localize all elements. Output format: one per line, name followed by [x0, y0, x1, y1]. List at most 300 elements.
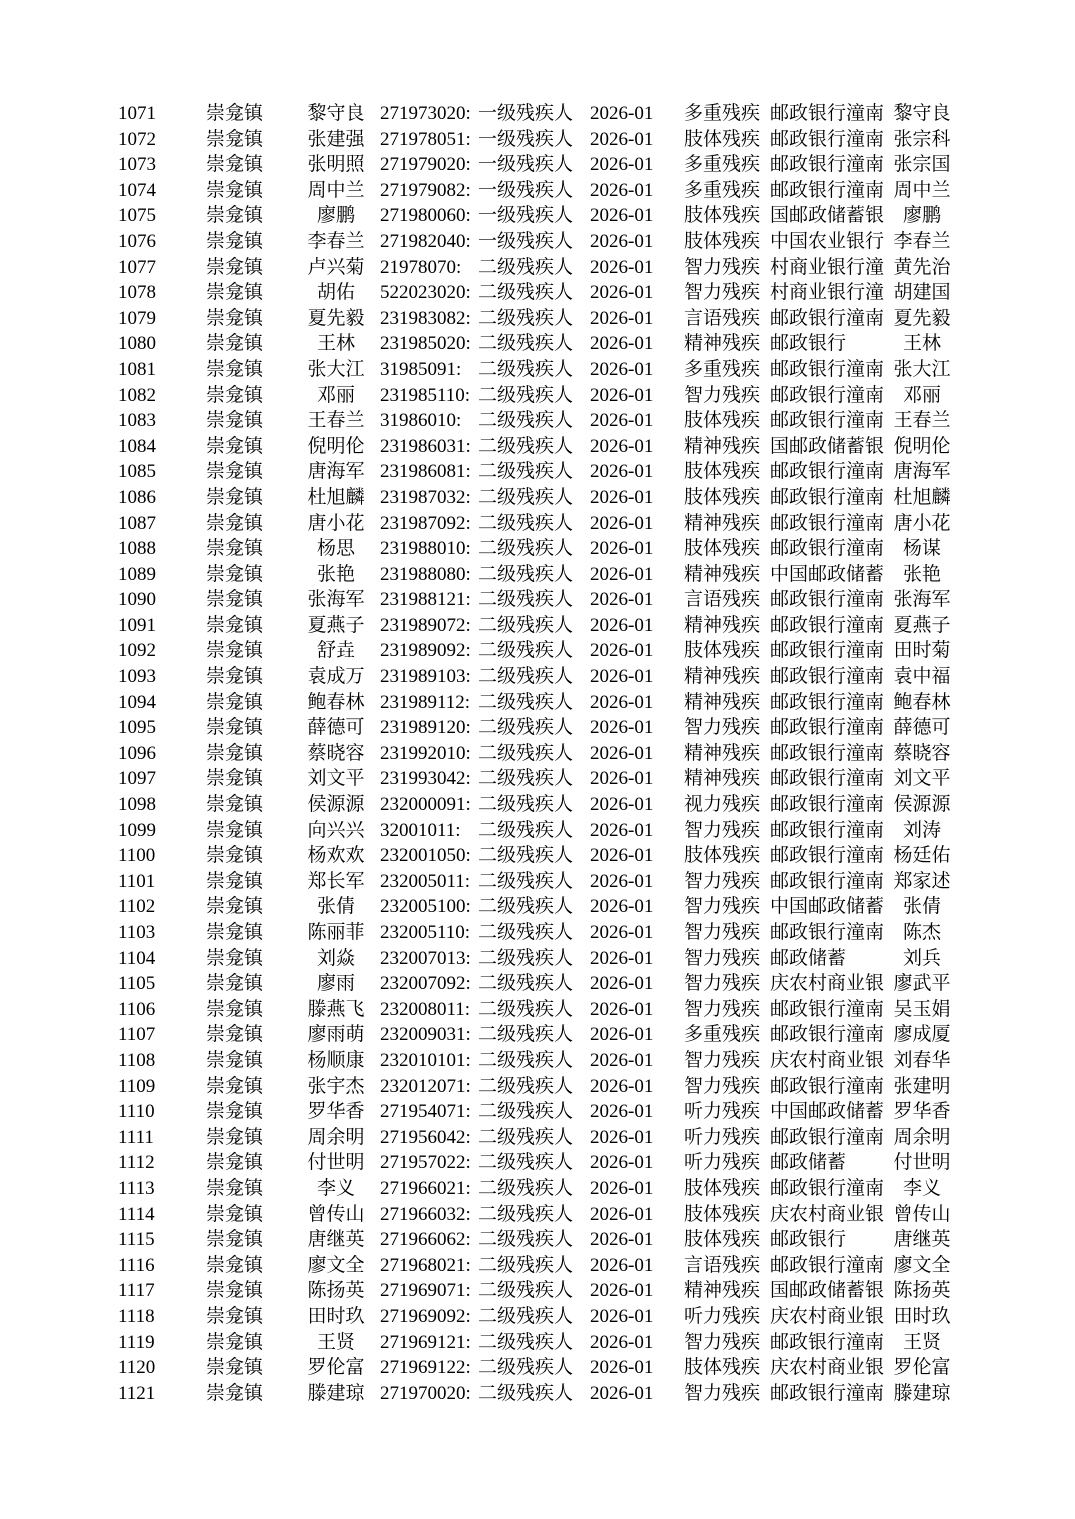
row-number: 1088 [118, 538, 156, 560]
name-cell: 李春兰 [307, 230, 365, 252]
row-number: 1108 [118, 1049, 156, 1071]
id-number-cell: 271966021: [380, 1177, 471, 1199]
row-number: 1093 [118, 666, 156, 688]
id-number-cell: 232005100: [380, 896, 471, 918]
period-cell: 2026-01 [590, 768, 654, 790]
id-number-cell: 32001011: [380, 819, 461, 841]
period-cell: 2026-01 [590, 563, 654, 585]
town-cell: 崇龛镇 [206, 307, 264, 329]
payee-cell: 夏先毅 [893, 307, 951, 329]
disability-type-cell: 智力残疾 [684, 1075, 761, 1097]
payee-cell: 蔡晓容 [893, 742, 951, 764]
period-cell: 2026-01 [590, 333, 654, 355]
town-cell: 崇龛镇 [206, 870, 264, 892]
table-row [0, 178, 1075, 204]
payee-cell: 曾传山 [893, 1203, 951, 1225]
table-row [0, 1202, 1075, 1228]
disability-type-cell: 智力残疾 [684, 870, 761, 892]
disability-grade-cell: 二级残疾人 [478, 973, 574, 995]
payee-cell: 李义 [902, 1177, 941, 1199]
row-number: 1099 [118, 819, 156, 841]
bank-cell: 国邮政储蓄银 [770, 1280, 885, 1302]
table-row [0, 843, 1075, 869]
name-cell: 鲍春林 [307, 691, 365, 713]
name-cell: 郑长军 [307, 870, 365, 892]
table-row [0, 1304, 1075, 1330]
row-number: 1101 [118, 870, 156, 892]
row-number: 1089 [118, 563, 156, 585]
table-row [0, 1074, 1075, 1100]
bank-cell: 国邮政储蓄银 [770, 205, 885, 227]
disability-grade-cell: 二级残疾人 [478, 666, 574, 688]
table-row [0, 1278, 1075, 1304]
bank-cell: 村商业银行潼 [770, 282, 885, 304]
period-cell: 2026-01 [590, 1331, 654, 1353]
row-number: 1075 [118, 205, 156, 227]
town-cell: 崇龛镇 [206, 538, 264, 560]
disability-type-cell: 精神残疾 [684, 742, 761, 764]
table-row [0, 664, 1075, 690]
town-cell: 崇龛镇 [206, 794, 264, 816]
id-number-cell: 231988121: [380, 589, 471, 611]
bank-cell: 中国邮政储蓄 [770, 896, 885, 918]
bank-cell: 邮政银行潼南 [770, 461, 885, 483]
bank-cell: 邮政银行潼南 [770, 1254, 885, 1276]
name-cell: 向兴兴 [307, 819, 365, 841]
id-number-cell: 231992010: [380, 742, 471, 764]
payee-cell: 罗华香 [893, 1101, 951, 1123]
bank-cell: 庆农村商业银 [770, 1357, 885, 1379]
id-number-cell: 231985020: [380, 333, 471, 355]
table-row [0, 587, 1075, 613]
period-cell: 2026-01 [590, 614, 654, 636]
table-row [0, 383, 1075, 409]
bank-cell: 邮政银行潼南 [770, 486, 885, 508]
table-row [0, 818, 1075, 844]
payee-cell: 唐小花 [893, 512, 951, 534]
period-cell: 2026-01 [590, 461, 654, 483]
disability-grade-cell: 二级残疾人 [478, 1305, 574, 1327]
table-row [0, 715, 1075, 741]
disability-grade-cell: 二级残疾人 [478, 410, 574, 432]
town-cell: 崇龛镇 [206, 1280, 264, 1302]
table-row [0, 331, 1075, 357]
disability-type-cell: 肢体残疾 [684, 230, 761, 252]
name-cell: 刘焱 [316, 947, 355, 969]
name-cell: 刘文平 [307, 768, 365, 790]
id-number-cell: 271966062: [380, 1229, 471, 1251]
town-cell: 崇龛镇 [206, 691, 264, 713]
disability-type-cell: 肢体残疾 [684, 128, 761, 150]
disability-grade-cell: 二级残疾人 [478, 1254, 574, 1276]
name-cell: 廖雨 [316, 973, 355, 995]
bank-cell: 邮政储蓄 [770, 1152, 847, 1174]
name-cell: 王贤 [316, 1331, 355, 1353]
name-cell: 杨顺康 [307, 1049, 365, 1071]
town-cell: 崇龛镇 [206, 1331, 264, 1353]
period-cell: 2026-01 [590, 103, 654, 124]
period-cell: 2026-01 [590, 640, 654, 662]
id-number-cell: 31986010: [380, 410, 462, 432]
row-number: 1102 [118, 896, 156, 918]
id-number-cell: 231988080: [380, 563, 471, 585]
row-number: 1071 [118, 103, 156, 124]
payee-cell: 黎守良 [893, 103, 951, 124]
disability-grade-cell: 一级残疾人 [478, 205, 574, 227]
disability-grade-cell: 二级残疾人 [478, 1229, 574, 1251]
period-cell: 2026-01 [590, 717, 654, 739]
disability-grade-cell: 一级残疾人 [478, 179, 574, 201]
period-cell: 2026-01 [590, 1254, 654, 1276]
bank-cell: 中国农业银行 [770, 230, 885, 252]
bank-cell: 邮政银行潼南 [770, 358, 885, 380]
town-cell: 崇龛镇 [206, 1049, 264, 1071]
disability-grade-cell: 二级残疾人 [478, 307, 574, 329]
table-row [0, 357, 1075, 383]
table-row [0, 562, 1075, 588]
bank-cell: 庆农村商业银 [770, 973, 885, 995]
id-number-cell: 271979020: [380, 154, 471, 176]
town-cell: 崇龛镇 [206, 845, 264, 867]
disability-type-cell: 肢体残疾 [684, 1177, 761, 1199]
disability-type-cell: 精神残疾 [684, 333, 761, 355]
row-number: 1083 [118, 410, 156, 432]
disability-type-cell: 肢体残疾 [684, 1357, 761, 1379]
table-row [0, 1022, 1075, 1048]
id-number-cell: 231989072: [380, 614, 471, 636]
id-number-cell: 21978070: [380, 256, 462, 278]
disability-grade-cell: 二级残疾人 [478, 1152, 574, 1174]
payee-cell: 邓丽 [902, 384, 941, 406]
payee-cell: 黄先治 [893, 256, 951, 278]
town-cell: 崇龛镇 [206, 563, 264, 585]
row-number: 1118 [118, 1305, 155, 1327]
name-cell: 黎守良 [307, 103, 365, 124]
period-cell: 2026-01 [590, 384, 654, 406]
disability-type-cell: 肢体残疾 [684, 1203, 761, 1225]
table-row [0, 152, 1075, 178]
id-number-cell: 271969121: [380, 1331, 471, 1353]
bank-cell: 邮政银行潼南 [770, 1382, 885, 1404]
payee-cell: 廖武平 [893, 973, 951, 995]
disability-grade-cell: 二级残疾人 [478, 1101, 574, 1123]
name-cell: 周中兰 [307, 179, 365, 201]
payee-cell: 张海军 [893, 589, 951, 611]
name-cell: 李义 [316, 1177, 355, 1199]
bank-cell: 庆农村商业银 [770, 1049, 885, 1071]
disability-type-cell: 智力残疾 [684, 1049, 761, 1071]
table-row [0, 1227, 1075, 1253]
bank-cell: 邮政银行潼南 [770, 103, 885, 124]
id-number-cell: 271954071: [380, 1101, 471, 1123]
period-cell: 2026-01 [590, 1357, 654, 1379]
row-number: 1084 [118, 435, 156, 457]
bank-cell: 邮政银行 [770, 1229, 847, 1251]
bank-cell: 邮政银行潼南 [770, 870, 885, 892]
row-number: 1116 [118, 1254, 155, 1276]
disability-grade-cell: 二级残疾人 [478, 947, 574, 969]
disability-type-cell: 智力残疾 [684, 922, 761, 943]
town-cell: 崇龛镇 [206, 384, 264, 406]
name-cell: 张艳 [316, 563, 355, 585]
disability-type-cell: 肢体残疾 [684, 845, 761, 867]
bank-cell: 邮政银行潼南 [770, 742, 885, 764]
row-number: 1105 [118, 973, 156, 995]
id-number-cell: 232000091: [380, 794, 471, 816]
period-cell: 2026-01 [590, 691, 654, 713]
payee-cell: 鲍春林 [893, 691, 951, 713]
name-cell: 侯源源 [307, 794, 365, 816]
row-number: 1112 [118, 1152, 155, 1174]
row-number: 1094 [118, 691, 156, 713]
payee-cell: 田时玖 [893, 1305, 951, 1327]
disability-grade-cell: 二级残疾人 [478, 282, 574, 304]
payee-cell: 刘春华 [893, 1049, 951, 1071]
disability-type-cell: 肢体残疾 [684, 486, 761, 508]
bank-cell: 邮政银行潼南 [770, 768, 885, 790]
period-cell: 2026-01 [590, 256, 654, 278]
id-number-cell: 231987032: [380, 486, 471, 508]
payee-cell: 张建明 [893, 1075, 951, 1097]
town-cell: 崇龛镇 [206, 1229, 264, 1251]
id-number-cell: 231993042: [380, 768, 471, 790]
id-number-cell: 231989092: [380, 640, 471, 662]
row-number: 1078 [118, 282, 156, 304]
town-cell: 崇龛镇 [206, 1152, 264, 1174]
town-cell: 崇龛镇 [206, 154, 264, 176]
disability-type-cell: 精神残疾 [684, 1280, 761, 1302]
row-number: 1080 [118, 333, 156, 355]
town-cell: 崇龛镇 [206, 666, 264, 688]
period-cell: 2026-01 [590, 896, 654, 918]
payee-cell: 王林 [902, 333, 941, 355]
row-number: 1091 [118, 614, 156, 636]
table-row [0, 1381, 1075, 1407]
name-cell: 张倩 [316, 896, 355, 918]
name-cell: 王春兰 [307, 410, 365, 432]
disability-grade-cell: 二级残疾人 [478, 691, 574, 713]
payee-cell: 张大江 [893, 358, 951, 380]
name-cell: 夏燕子 [307, 614, 365, 636]
disability-type-cell: 多重残疾 [684, 1024, 761, 1046]
bank-cell: 邮政银行潼南 [770, 922, 885, 943]
id-number-cell: 232009031: [380, 1024, 471, 1046]
disability-type-cell: 言语残疾 [684, 307, 761, 329]
disability-grade-cell: 二级残疾人 [478, 512, 574, 534]
disability-grade-cell: 二级残疾人 [478, 794, 574, 816]
payee-cell: 杨廷佑 [893, 845, 951, 867]
row-number: 1074 [118, 179, 156, 201]
period-cell: 2026-01 [590, 179, 654, 201]
bank-cell: 邮政银行潼南 [770, 819, 885, 841]
disability-grade-cell: 一级残疾人 [478, 103, 574, 124]
payee-cell: 唐继英 [893, 1229, 951, 1251]
town-cell: 崇龛镇 [206, 717, 264, 739]
name-cell: 田时玖 [307, 1305, 365, 1327]
disability-grade-cell: 二级残疾人 [478, 717, 574, 739]
row-number: 1106 [118, 998, 156, 1020]
period-cell: 2026-01 [590, 128, 654, 150]
table-row [0, 1355, 1075, 1381]
bank-cell: 邮政银行潼南 [770, 666, 885, 688]
disability-type-cell: 精神残疾 [684, 512, 761, 534]
disability-grade-cell: 二级残疾人 [478, 1177, 574, 1199]
disability-type-cell: 多重残疾 [684, 154, 761, 176]
town-cell: 崇龛镇 [206, 1177, 264, 1199]
table-row [0, 280, 1075, 306]
id-number-cell: 232007092: [380, 973, 471, 995]
period-cell: 2026-01 [590, 1203, 654, 1225]
period-cell: 2026-01 [590, 973, 654, 995]
row-number: 1077 [118, 256, 156, 278]
period-cell: 2026-01 [590, 794, 654, 816]
bank-cell: 中国邮政储蓄 [770, 563, 885, 585]
bank-cell: 邮政银行潼南 [770, 1177, 885, 1199]
period-cell: 2026-01 [590, 410, 654, 432]
id-number-cell: 271979082: [380, 179, 471, 201]
disability-type-cell: 肢体残疾 [684, 1229, 761, 1251]
id-number-cell: 231983082: [380, 307, 471, 329]
town-cell: 崇龛镇 [206, 358, 264, 380]
town-cell: 崇龛镇 [206, 1203, 264, 1225]
name-cell: 杜旭麟 [307, 486, 365, 508]
disability-type-cell: 多重残疾 [684, 179, 761, 201]
table-row [0, 255, 1075, 281]
town-cell: 崇龛镇 [206, 973, 264, 995]
disability-grade-cell: 一级残疾人 [478, 230, 574, 252]
bank-cell: 邮政银行潼南 [770, 307, 885, 329]
disability-grade-cell: 二级残疾人 [478, 1024, 574, 1046]
disability-grade-cell: 二级残疾人 [478, 384, 574, 406]
payee-cell: 唐海军 [893, 461, 951, 483]
bank-cell: 邮政银行潼南 [770, 410, 885, 432]
name-cell: 唐小花 [307, 512, 365, 534]
disability-grade-cell: 二级残疾人 [478, 358, 574, 380]
disability-type-cell: 视力残疾 [684, 794, 761, 816]
table-row [0, 766, 1075, 792]
id-number-cell: 271969071: [380, 1280, 471, 1302]
row-number: 1079 [118, 307, 156, 329]
disability-grade-cell: 二级残疾人 [478, 256, 574, 278]
disability-type-cell: 智力残疾 [684, 384, 761, 406]
payee-cell: 刘兵 [902, 947, 941, 969]
payee-cell: 胡建国 [893, 282, 951, 304]
name-cell: 邓丽 [316, 384, 355, 406]
period-cell: 2026-01 [590, 1382, 654, 1404]
id-number-cell: 271978051: [380, 128, 471, 150]
period-cell: 2026-01 [590, 947, 654, 969]
id-number-cell: 232005110: [380, 922, 471, 943]
period-cell: 2026-01 [590, 1177, 654, 1199]
bank-cell: 邮政银行潼南 [770, 384, 885, 406]
town-cell: 崇龛镇 [206, 179, 264, 201]
period-cell: 2026-01 [590, 1024, 654, 1046]
town-cell: 崇龛镇 [206, 819, 264, 841]
row-number: 1090 [118, 589, 156, 611]
period-cell: 2026-01 [590, 512, 654, 534]
period-cell: 2026-01 [590, 154, 654, 176]
name-cell: 张宇杰 [307, 1075, 365, 1097]
table-row [0, 485, 1075, 511]
disability-grade-cell: 二级残疾人 [478, 435, 574, 457]
period-cell: 2026-01 [590, 922, 654, 943]
bank-cell: 邮政银行潼南 [770, 1024, 885, 1046]
bank-cell: 邮政银行潼南 [770, 717, 885, 739]
period-cell: 2026-01 [590, 358, 654, 380]
payee-cell: 吴玉娟 [893, 998, 951, 1020]
id-number-cell: 231988010: [380, 538, 471, 560]
disability-type-cell: 肢体残疾 [684, 410, 761, 432]
payee-cell: 李春兰 [893, 230, 951, 252]
bank-cell: 邮政银行 [770, 333, 847, 355]
table-row [0, 1150, 1075, 1176]
table-row [0, 434, 1075, 460]
disability-grade-cell: 二级残疾人 [478, 870, 574, 892]
period-cell: 2026-01 [590, 435, 654, 457]
disability-grade-cell: 二级残疾人 [478, 640, 574, 662]
table-row [0, 511, 1075, 537]
name-cell: 陈丽菲 [307, 922, 365, 943]
id-number-cell: 232001050: [380, 845, 471, 867]
town-cell: 崇龛镇 [206, 1254, 264, 1276]
bank-cell: 邮政银行潼南 [770, 179, 885, 201]
payee-cell: 陈扬英 [893, 1280, 951, 1302]
town-cell: 崇龛镇 [206, 256, 264, 278]
name-cell: 唐海军 [307, 461, 365, 483]
table-row [0, 946, 1075, 972]
disability-type-cell: 智力残疾 [684, 998, 761, 1020]
row-number: 1114 [118, 1203, 155, 1225]
row-number: 1120 [118, 1357, 156, 1379]
town-cell: 崇龛镇 [206, 410, 264, 432]
payee-cell: 刘涛 [902, 819, 941, 841]
table-row [0, 1330, 1075, 1356]
town-cell: 崇龛镇 [206, 230, 264, 252]
table-row [0, 306, 1075, 332]
disability-grade-cell: 二级残疾人 [478, 1357, 574, 1379]
id-number-cell: 271956042: [380, 1126, 471, 1148]
bank-cell: 邮政银行潼南 [770, 691, 885, 713]
period-cell: 2026-01 [590, 1305, 654, 1327]
row-number: 1115 [118, 1229, 155, 1251]
period-cell: 2026-01 [590, 1101, 654, 1123]
table-row [0, 1253, 1075, 1279]
town-cell: 崇龛镇 [206, 768, 264, 790]
table-row [0, 203, 1075, 229]
period-cell: 2026-01 [590, 870, 654, 892]
table-row [0, 690, 1075, 716]
payee-cell: 王贤 [902, 1331, 941, 1353]
name-cell: 杨欢欢 [307, 845, 365, 867]
disability-type-cell: 精神残疾 [684, 435, 761, 457]
disability-type-cell: 言语残疾 [684, 1254, 761, 1276]
row-number: 1087 [118, 512, 156, 534]
disability-grade-cell: 二级残疾人 [478, 819, 574, 841]
table-row [0, 792, 1075, 818]
disability-type-cell: 听力残疾 [684, 1101, 761, 1123]
name-cell: 倪明伦 [307, 435, 365, 457]
town-cell: 崇龛镇 [206, 512, 264, 534]
bank-cell: 邮政银行潼南 [770, 1331, 885, 1353]
payee-cell: 田时菊 [893, 640, 951, 662]
disability-grade-cell: 二级残疾人 [478, 563, 574, 585]
name-cell: 廖鹏 [316, 205, 355, 227]
id-number-cell: 232008011: [380, 998, 471, 1020]
row-number: 1104 [118, 947, 156, 969]
name-cell: 张大江 [307, 358, 365, 380]
town-cell: 崇龛镇 [206, 922, 264, 943]
row-number: 1097 [118, 768, 156, 790]
